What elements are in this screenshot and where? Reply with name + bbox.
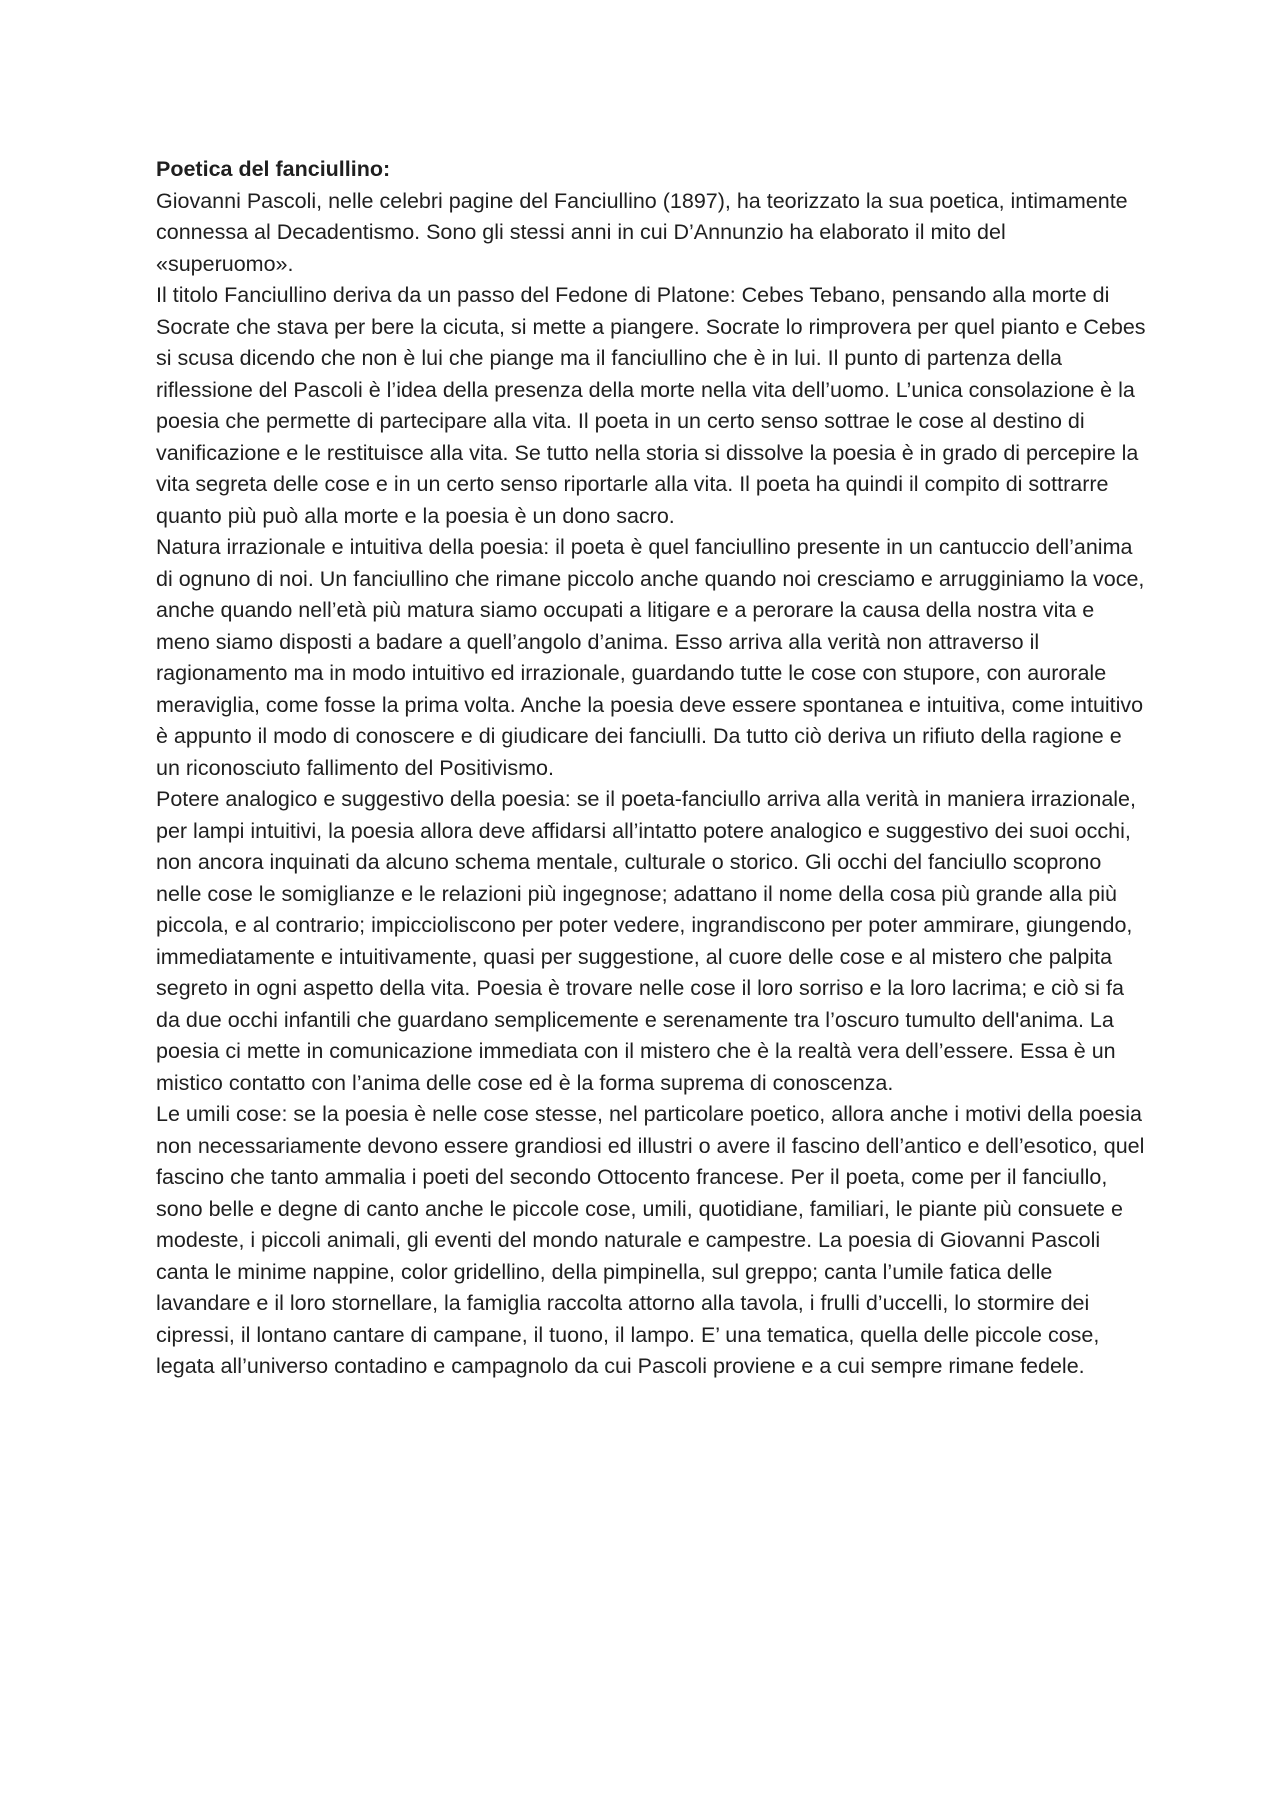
- document-body: [156, 154, 1146, 1383]
- paragraph-humble-things: Le umili cose: se la poesia è nelle cose stesse, nel particolare poetico, allora anche i motivi della poesia non necessariamente devono essere grandiosi ed illustri o avere il fascino dell’antico e dell’esotico, quel fascino che tanto ammalia i poeti del secondo Ottocento francese. Per il poeta, come per il fanciullo, sono belle e degne di canto anche le piccole cose, umili, quotidiane, familiari, le piante più consuete e modeste, i piccoli animali, gli eventi del mondo naturale e campestre. La poesia di Giovanni Pascoli canta le minime nappine, color gridellino, della pimpinella, sul greppo; canta l’umile fatica delle lavandare e il loro stornellare, la famiglia raccolta attorno alla tavola, i frulli d’uccelli, lo stormire dei cipressi, il lontano cantare di campane, il tuono, il lampo. E’ una tematica, quella delle piccole cose, legata all’universo contadino e campagnolo da cui Pascoli proviene e a cui sempre rimane fedele.: [156, 1102, 1145, 1378]
- paragraph-intro: Giovanni Pascoli, nelle celebri pagine del Fanciullino (1897), ha teorizzato la sua poetica, intimamente connessa al Decadentismo. Sono gli stessi anni in cui D’Annunzio ha elaborato il mito del «superuomo».: [156, 188, 1128, 276]
- paragraph-analogical-power: Potere analogico e suggestivo della poesia: se il poeta-fanciullo arriva alla verità in maniera irrazionale, per lampi intuitivi, la poesia allora deve affidarsi all’intatto potere analogico e suggestivo dei suoi occhi, non ancora inquinati da alcuno schema mentale, culturale o storico. Gli occhi del fanciullo scoprono nelle cose le somiglianze e le relazioni più ingegnose; adattano il nome della cosa più grande alla più piccola, e al contrario; impiccioliscono per poter vedere, ingrandiscono per poter ammirare, giungendo, immediatamente e intuitivamente, quasi per suggestione, al cuore delle cose e al mistero che palpita segreto in ogni aspetto della vita. Poesia è trovare nelle cose il loro sorriso e la loro lacrima; e ciò si fa da due occhi infantili che guardano semplicemente e serenamente tra l’oscuro tumulto dell'anima. La poesia ci mette in comunicazione immediata con il mistero che è la realtà vera dell’essere. Essa è un mistico contatto con l’anima delle cose ed è la forma suprema di conoscenza.: [156, 787, 1136, 1095]
- paragraph-title-origin: Il titolo Fanciullino deriva da un passo del Fedone di Platone: Cebes Tebano, pensando alla morte di Socrate che stava per bere la cicuta, si mette a piangere. Socrate lo rimprovera per quel pianto e Cebes si scusa dicendo che non è lui che piange ma il fanciullino che è in lui. Il punto di partenza della riflessione del Pascoli è l’idea della presenza della morte nella vita dell’uomo. L’unica consolazione è la poesia che permette di partecipare alla vita. Il poeta in un certo senso sottrae le cose al destino di vanificazione e le restituisce alla vita. Se tutto nella storia si dissolve la poesia è in grado di percepire la vita segreta delle cose e in un certo senso riportarle alla vita. Il poeta ha quindi il compito di sottrarre quanto più può alla morte e la poesia è un dono sacro.: [156, 283, 1146, 528]
- paragraph-irrational-nature: Natura irrazionale e intuitiva della poesia: il poeta è quel fanciullino presente in un cantuccio dell’anima di ognuno di noi. Un fanciullino che rimane piccolo anche quando noi cresciamo e arrugginiamo la voce, anche quando nell’età più matura siamo occupati a litigare e a perorare la causa della nostra vita e meno siamo disposti a badare a quell’angolo d’anima. Esso arriva alla verità non attraverso il ragionamento ma in modo intuitivo ed irrazionale, guardando tutte le cose con stupore, con aurorale meraviglia, come fosse la prima volta. Anche la poesia deve essere spontanea e intuitiva, come intuitivo è appunto il modo di conoscere e di giudicare dei fanciulli. Da tutto ciò deriva un rifiuto della ragione e un riconosciuto fallimento del Positivismo.: [156, 535, 1145, 780]
- document-title: Poetica del fanciullino:: [156, 157, 391, 181]
